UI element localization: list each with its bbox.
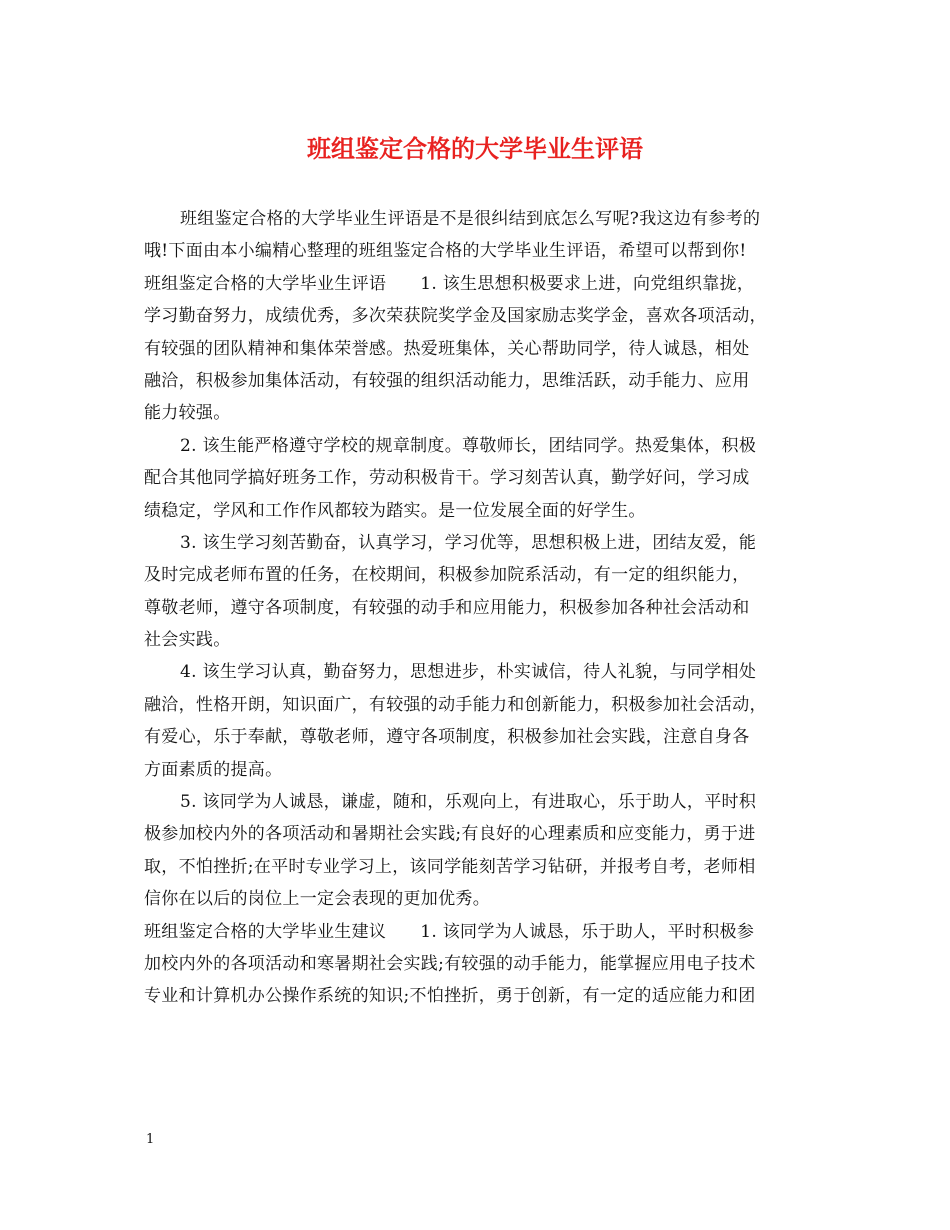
paragraph-line: 5. 该同学为人诚恳，谦虚，随和，乐观向上，有进取心，乐于助人，平时积 [180,792,757,813]
paragraph-line: 加校内外的各项活动和寒暑期社会实践;有较强的动手能力，能掌握应用电子技术 [144,953,756,974]
paragraph-line: 学习勤奋努力，成绩优秀，多次荣获院奖学金及国家励志奖学金，喜欢各项活动， [144,306,767,327]
paragraph-line: 方面素质的提高。 [144,759,283,780]
section-1-heading-line [144,268,824,300]
paragraph-line: 极参加校内外的各项活动和暑期社会实践;有良好的心理素质和应变能力，勇于进 [144,824,756,845]
paragraph-line: 有爱心，乐于奉献，尊敬老师，遵守各项制度，积极参加社会实践，注意自身各 [144,727,750,748]
section-1-heading: 班组鉴定合格的大学毕业生评语 [144,273,387,294]
paragraph-line: 3. 该生学习刻苦勤奋，认真学习，学习优等，思想积极上进，团结友爱，能 [180,532,757,553]
paragraph-line: 信你在以后的岗位上一定会表现的更加优秀。 [144,889,490,910]
paragraph-line: 取，不怕挫折;在平时专业学习上，该同学能刻苦学习钻研，并报考自考，老师相 [144,856,756,877]
paragraph-line: 有较强的团队精神和集体荣誉感。热爱班集体，关心帮助同学，待人诚恳，相处 [144,338,750,359]
paragraph-line: 能力较强。 [144,403,231,424]
paragraph-line: 4. 该生学习认真，勤奋努力，思想进步，朴实诚信，待人礼貌，与同学相处 [180,662,757,683]
paragraph-line: 融洽，性格开朗，知识面广，有较强的动手能力和创新能力，积极参加社会活动， [144,694,767,715]
intro-line-1: 班组鉴定合格的大学毕业生评语是不是很纠结到底怎么写呢?我这边有参考的 [180,209,761,229]
section-2-heading-line [144,916,824,948]
intro-line-2: 哦!下面由本小编精心整理的班组鉴定合格的大学毕业生评语，希望可以帮到你! [144,241,747,262]
section-2-first-text: 1. 该同学为人诚恳，乐于助人，平时积极参 [420,921,755,942]
paragraph-line: 尊敬老师，遵守各项制度，有较强的动手和应用能力，积极参加各种社会活动和 [144,597,750,618]
paragraph-line: 2. 该生能严格遵守学校的规章制度。尊敬师长，团结同学。热爱集体，积极 [180,435,757,456]
paragraph-line: 绩稳定，学风和工作作风都较为踏实。是一位发展全面的好学生。 [144,500,646,521]
document-body [144,203,824,1013]
paragraph-line: 融洽，积极参加集体活动，有较强的组织活动能力，思维活跃，动手能力、应用 [144,370,750,391]
paragraph-line: 专业和计算机办公操作系统的知识;不怕挫折，勇于创新，有一定的适应能力和团 [144,986,756,1007]
section-1-first-text: 1. 该生思想积极要求上进，向党组织靠拢， [420,273,755,294]
paragraph-line: 社会实践。 [144,630,231,651]
document-title: 班组鉴定合格的大学毕业生评语 [307,134,643,163]
paragraph-line: 及时完成老师布置的任务，在校期间，积极参加院系活动，有一定的组织能力， [144,565,750,586]
page-number: 1 [146,1132,155,1147]
paragraph-line: 配合其他同学搞好班务工作，劳动积极肯干。学习刻苦认真，勤学好问，学习成 [144,468,750,489]
section-2-heading: 班组鉴定合格的大学毕业生建议 [144,921,387,942]
